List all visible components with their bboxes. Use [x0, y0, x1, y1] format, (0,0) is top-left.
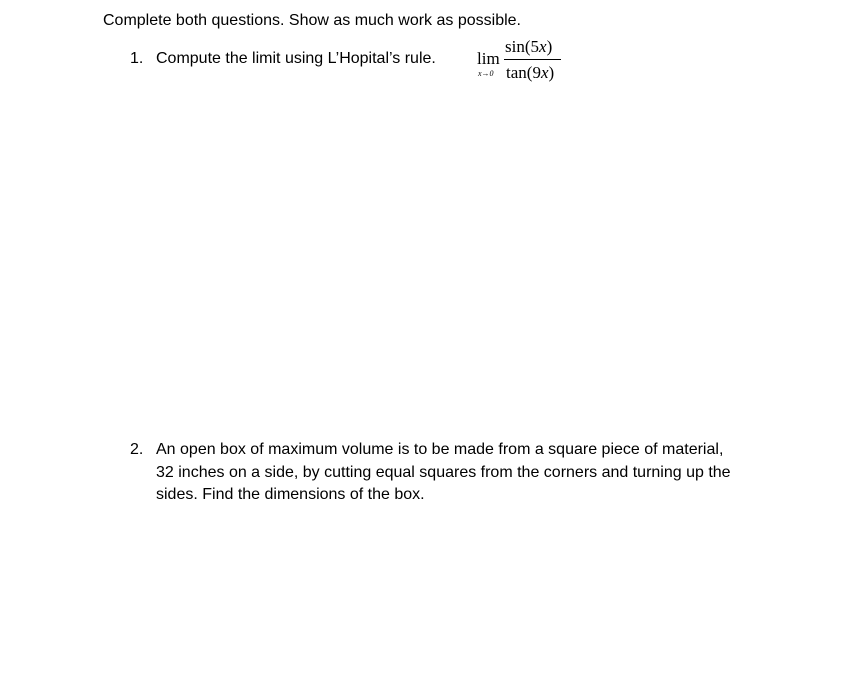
- denominator-variable: x: [540, 63, 549, 82]
- fraction-numerator: [505, 37, 552, 57]
- question-2-number: 2.: [130, 441, 144, 458]
- question-2-text: [156, 439, 796, 507]
- numerator-open-paren: (: [524, 37, 531, 56]
- limit-approach: x→0: [478, 69, 494, 78]
- numerator-coefficient: 5: [530, 37, 540, 56]
- numerator-variable: x: [539, 37, 547, 56]
- fraction-bar: [504, 59, 561, 60]
- limit-operator: lim: [477, 49, 500, 68]
- question-1-number: 1.: [130, 50, 144, 67]
- numerator-close-paren: ): [546, 37, 553, 56]
- question-2-line: An open box of maximum volume is to be made from a square piece of material,: [156, 441, 724, 458]
- question-1-text: Compute the limit using L’Hopital’s rule.: [156, 50, 436, 67]
- numerator-function: sin: [505, 37, 525, 56]
- fraction-denominator: [506, 63, 554, 83]
- denominator-close-paren: ): [548, 63, 555, 82]
- denominator-function: tan: [506, 63, 527, 82]
- denominator-open-paren: (: [526, 63, 533, 82]
- limit-expression: [477, 35, 567, 87]
- question-2-line: sides. Find the dimensions of the box.: [156, 486, 425, 503]
- question-1: [130, 49, 436, 69]
- instructions: Complete both questions. Show as much work as possible.: [103, 12, 521, 29]
- denominator-coefficient: 9: [532, 63, 541, 82]
- question-2-line: 32 inches on a side, by cutting equal squares from the corners and turning up the: [156, 463, 731, 481]
